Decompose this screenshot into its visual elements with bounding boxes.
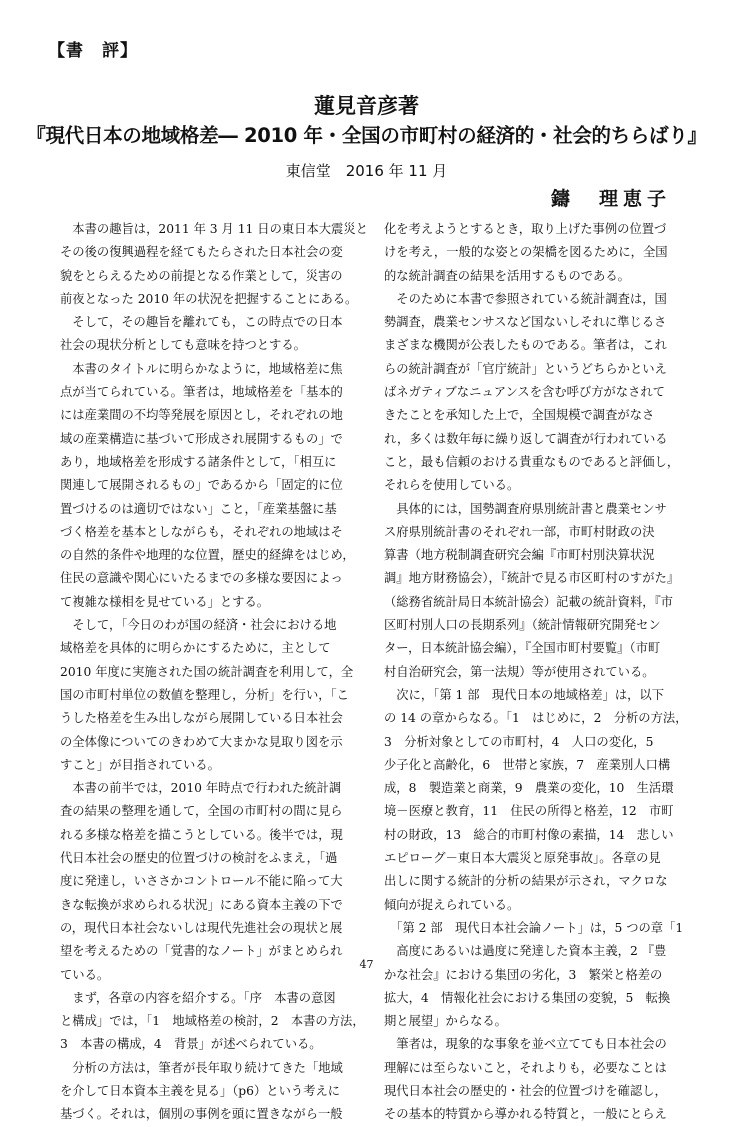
text-line: 区町村別人口の長期系列』（統計情報研究開発セン xyxy=(384,618,661,633)
text-line: には産業間の不均等発展を原因とし，それぞれの地 xyxy=(60,408,343,423)
author-line: 蓮見音彦著 xyxy=(314,94,419,118)
text-line: 具体的には，国勢調査府県別統計書と農業センサ xyxy=(384,501,667,516)
text-line: 点が当てられている。筆者は，地域格差を「基本的 xyxy=(60,385,343,400)
text-line: そのために本書で参照されている統計調査は，国 xyxy=(384,291,667,306)
text-line: 境－医療と教育，11 住民の所得と格差，12 市町 xyxy=(384,804,674,819)
text-line: 傾向が捉えられている。 xyxy=(384,897,520,912)
text-line: （総務省統計局日本統計協会）記載の統計資料，『市 xyxy=(384,594,673,609)
text-line: ている。 xyxy=(60,967,110,982)
text-line: 住民の意識や関心にいたるまでの多様な要因によっ xyxy=(60,571,343,586)
text-line: その基本的特質から導かれる特質と，一般にとらえ xyxy=(384,1107,667,1122)
text-line: 「第 2 部 現代日本社会論ノート」は，5 つの章「1 xyxy=(384,920,684,935)
text-line: 度に発達し，いささかコントロール不能に陥って大 xyxy=(60,874,343,889)
section-tag: 【書 評】 xyxy=(48,41,138,61)
text-line: 代日本社会の歴史的位置づけの検討をふまえ，「過 xyxy=(60,851,338,866)
text-line: すこと」が目指されている。 xyxy=(60,757,220,772)
book-title: 『現代日本の地域格差― 2010 年・全国の市町村の経済的・社会的ちらばり』 xyxy=(26,124,707,147)
text-line: らの統計調査が「官庁統計」というどちらかといえ xyxy=(384,361,667,376)
text-line: ばネガティブなニュアンスを含む呼び方がなされて xyxy=(384,385,665,400)
text-line: まず，各章の内容を紹介する。「序 本書の意図 xyxy=(60,990,336,1005)
text-line: その後の復興過程を経てもたらされた日本社会の変 xyxy=(60,245,343,260)
text-line: て複雑な様相を見せている」とする。 xyxy=(60,594,270,609)
text-line: と構成」では，「1 地域格差の検討，2 本書の方法， xyxy=(60,1014,365,1029)
text-line: 2010 年度に実施された国の統計調査を利用して，全 xyxy=(60,664,354,679)
text-line: 3 本書の構成，4 背景」が述べられている。 xyxy=(60,1037,322,1052)
text-line: 理解には至らないこと，それよりも，必要なことは xyxy=(384,1060,667,1075)
text-line: 的な統計調査の結果を活用するものである。 xyxy=(384,268,630,283)
text-line: 望を考えるための「覚書的なノート」がまとめられ xyxy=(60,944,343,959)
text-line: かな社会』における集団の劣化，3 繁栄と格差の xyxy=(384,967,663,982)
text-line: そして，「今日のわが国の経済・社会における地 xyxy=(60,618,337,633)
publisher-line: 東信堂 2016 年 11 月 xyxy=(285,162,448,180)
text-line: 域格差を具体的に明らかにするために，主として xyxy=(60,641,331,656)
text-line: あり，地域格差を形成する諸条件として，「相互に xyxy=(60,454,337,469)
text-line: 出しに関する統計的分析の結果が示され，マクロな xyxy=(384,874,668,889)
text-line: 分析の方法は，筆者が長年取り続けてきた「地域 xyxy=(60,1060,343,1075)
text-line: 現代日本社会の歴史的・社会的位置づけを確認し， xyxy=(384,1083,667,1098)
text-line: 域の産業構造に基づいて形成され展開するもの」で xyxy=(60,431,343,446)
text-line: きな転換が求められる状況」にある資本主義の下で xyxy=(60,897,343,912)
text-line: 基づく。それは，個別の事例を頭に置きながら一般 xyxy=(60,1107,343,1122)
right-column xyxy=(384,218,688,1127)
text-line: づく格差を基本としながらも，それぞれの地域はそ xyxy=(60,524,343,539)
text-line: 本書の趣旨は，2011 年 3 月 11 日の東日本大震災と xyxy=(60,222,368,236)
text-line: 3 分析対象としての市町村，4 人口の変化，5 xyxy=(384,734,654,749)
text-line: 筆者は，現象的な事象を並べ立てても日本社会の xyxy=(384,1037,667,1052)
text-line: 村自治研究会，第一法規）等が使用されている。 xyxy=(384,664,655,679)
text-line: 成，8 製造業と商業，9 農業の変化，10 生活環 xyxy=(384,781,674,796)
text-line: きたことを承知した上で，全国規模で調査がなさ xyxy=(384,408,655,423)
text-line: 置づけるのは適切ではない」こと，「産業基盤に基 xyxy=(60,501,337,516)
text-line: 勢調査，農業センサスなど国ないしそれに準じるさ xyxy=(384,315,667,330)
text-line: そして，その趣旨を離れても，この時点での日本 xyxy=(60,315,343,330)
text-line: の自然的条件や地理的な位置，歴史的経緯をはじめ， xyxy=(60,548,355,563)
text-line: 拡大，4 情報化社会における集団の変貌，5 転換 xyxy=(384,990,671,1005)
text-line: 関連して展開されるもの」であるから「固定的に位 xyxy=(60,478,343,493)
text-line: こと，最も信頼のおける貴重なものであると評価し， xyxy=(384,454,680,469)
text-line: ス府県別統計書のそれぞれ一部，市町村財政の決 xyxy=(384,524,655,539)
text-line: 社会の現状分析としても意味を持つとする。 xyxy=(60,338,306,353)
text-line: れ，多くは数年毎に繰り返して調査が行われている xyxy=(384,431,668,446)
page-number: 47 xyxy=(359,958,374,971)
text-line: ター，日本統計協会編），『全国市町村要覧』（市町 xyxy=(384,641,661,656)
text-line: 村の財政，13 総合的市町村像の素描，14 悲しい xyxy=(384,827,674,842)
text-line: エピローグ－東日本大震災と原発事故」。各章の見 xyxy=(384,851,661,866)
text-line: けを考え，一般的な姿との架橋を図るために，全国 xyxy=(384,245,668,260)
text-line: 高度にあるいは過度に発達した資本主義，2 『豊 xyxy=(384,944,667,959)
text-line: れる多様な格差を描こうとしている。後半では，現 xyxy=(60,827,343,842)
text-line: を介して日本資本主義を見る」（p6）という考えに xyxy=(60,1083,341,1098)
text-line: の 14 の章からなる。「1 はじめに，2 分析の方法， xyxy=(384,711,688,726)
text-line: の全体像についてのきわめて大まかな見取り図を示 xyxy=(60,734,343,749)
text-line: 本書の前半では，2010 年時点で行われた統計調 xyxy=(60,781,342,796)
text-line: 査の結果の整理を通して，全国の市町村の間に見ら xyxy=(60,804,343,819)
reviewer-name: 鑄 理恵子 xyxy=(550,188,671,210)
text-line: 次に，「第 1 部 現代日本の地域格差」は，以下 xyxy=(384,687,665,702)
text-line: 算書（地方税制調査研究会編『市町村別決算状況 xyxy=(384,548,655,563)
text-line: それらを使用している。 xyxy=(384,478,520,493)
text-line: うした格差を生み出しながら展開している日本社会 xyxy=(60,711,343,726)
text-line: 少子化と高齢化，6 世帯と家族，7 産業別人口構 xyxy=(384,757,671,772)
text-line: 国の市町村単位の数値を整理し，分析」を行い，「こ xyxy=(60,687,349,702)
text-line: 前夜となった 2010 年の状況を把握することにある。 xyxy=(60,291,358,306)
text-line: の，現代日本社会ないしは現代先進社会の現状と展 xyxy=(60,920,343,935)
text-line: まざまな機関が公表したものである。筆者は，これ xyxy=(384,338,667,353)
text-line: 期と展望」からなる。 xyxy=(384,1014,507,1029)
text-line: 本書のタイトルに明らかなように，地域格差に焦 xyxy=(60,361,343,376)
text-line: 調』地方財務協会），『統計で見る市区町村のすがた』 xyxy=(384,571,680,586)
text-line: 貌をとらえるための前提となる作業として，災害の xyxy=(60,268,343,283)
text-line: 化を考えようとするとき，取り上げた事例の位置づ xyxy=(384,222,667,236)
